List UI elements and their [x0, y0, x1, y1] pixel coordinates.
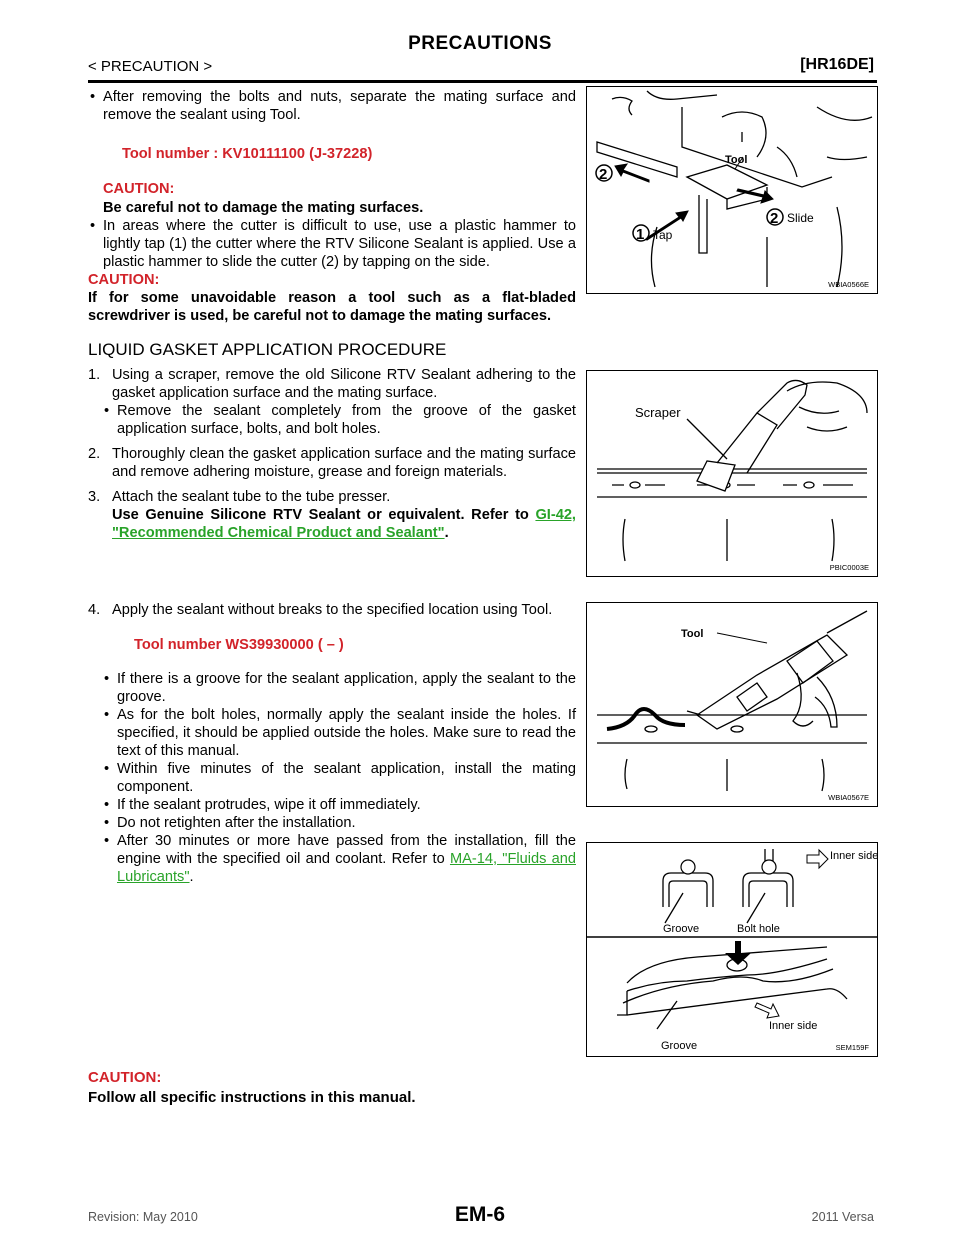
caution-label-1: CAUTION: — [103, 181, 175, 197]
sub-groove: • If there is a groove for the sealant application, apply the sealant to the groove. — [88, 670, 576, 706]
fig1-label-tap: Tap — [653, 228, 673, 242]
page-title: PRECAUTIONS — [408, 33, 552, 54]
caution-text-1: Be careful not to damage the mating surfaces. — [103, 200, 424, 216]
fig2-label-scraper: Scraper — [635, 405, 681, 420]
bullet-plastic-hammer: • In areas where the cutter is difficult to use, use a plastic hammer to lightly tap (1) the cutter where the RTV Silicone Sealant is applied. Use a plastic hammer to slide the cutter (2) by tapping on the side. — [88, 217, 576, 271]
link-ma-14[interactable]: MA-14, "Fluids and Lubricants" — [117, 851, 576, 885]
model-year: 2011 Versa — [811, 1210, 874, 1224]
sub-protrudes: • If the sealant protrudes, wipe it off immediately. — [88, 796, 576, 814]
scraper-illustration — [587, 371, 877, 576]
sub-no-retighten: • Do not retighten after the installation. — [88, 814, 576, 832]
figure-code-1: WBIA0566E — [828, 280, 869, 289]
fig1-label-tool: Tool — [725, 154, 748, 166]
figure-code-2: PBIC0003E — [829, 563, 869, 572]
link-gi-42[interactable]: GI-42, "Recommended Chemical Product and Sealant" — [112, 507, 576, 541]
caution-text-2: If for some unavoidable reason a tool such as a flat-bladed screwdriver is used, be careful not to damage the mating surfaces. — [88, 290, 576, 324]
step-3-reference: Use Genuine Silicone RTV Sealant or equivalent. Refer to GI-42, "Recommended Chemical Product and Sealant". — [112, 507, 576, 541]
engine-code: [HR16DE] — [800, 56, 874, 73]
fig1-number-1: 1 — [636, 226, 645, 243]
fig1-number-2b: 2 — [770, 210, 779, 227]
sub-30-minutes: • After 30 minutes or more have passed from the installation, fill the engine with the specified oil and coolant. Refer to MA-14, "Fluids and Lubricants". — [88, 832, 576, 886]
breadcrumb: < PRECAUTION > — [88, 58, 213, 75]
fig4-label-groove-bottom: Groove — [661, 1040, 698, 1052]
final-caution — [88, 1068, 576, 1108]
figure-tool-apply — [586, 602, 878, 807]
groove-bolt-hole-illustration — [587, 843, 877, 1056]
intro-block — [88, 88, 576, 325]
fig3-label-tool: Tool — [681, 628, 704, 640]
figure-code-4: SEM159F — [835, 1043, 869, 1052]
sub-bolt-holes: • As for the bolt holes, normally apply the sealant inside the holes. If specified, it should be applied outside the holes. Make sure to read the text of this manual. — [88, 706, 576, 760]
step-1: 1. Using a scraper, remove the old Silicone RTV Sealant adhering to the gasket application surface and the mating surface. — [88, 367, 576, 401]
step-3: 3. Attach the sealant tube to the tube presser. — [88, 489, 391, 505]
sub-five-minutes: • Within five minutes of the sealant application, install the mating component. — [88, 760, 576, 796]
tool-number-2: Tool number WS39930000 ( – ) — [134, 637, 344, 653]
steps-1-3 — [88, 366, 576, 542]
step-4-block — [88, 601, 576, 886]
fig1-number-2: 2 — [599, 166, 608, 183]
final-caution-label: CAUTION: — [88, 1069, 162, 1086]
figure-scraper — [586, 370, 878, 577]
step-1-sub: • Remove the sealant completely from the groove of the gasket application surface, bolts, and bolt holes. — [88, 402, 576, 438]
bullet-remove-bolts: • After removing the bolts and nuts, separate the mating surface and remove the sealant using Tool. — [88, 88, 576, 124]
tool-number-1: Tool number : KV10111100 (J-37228) — [122, 146, 373, 162]
step-4: 4. Apply the sealant without breaks to the specified location using Tool. — [88, 602, 553, 618]
fig4-label-inner-side: Inner side — [769, 1020, 818, 1032]
figure-code-3: WBIA0567E — [828, 793, 869, 802]
revision-date: Revision: May 2010 — [88, 1210, 198, 1224]
figure-groove-bolt-hole — [586, 842, 878, 1057]
final-caution-text: Follow all specific instructions in this manual. — [88, 1089, 416, 1106]
page-number: EM-6 — [454, 1203, 506, 1226]
fig4-label-groove-top: Groove — [663, 923, 700, 935]
section-heading: LIQUID GASKET APPLICATION PROCEDURE — [88, 340, 447, 359]
figure-tool-tap-slide — [586, 86, 878, 294]
fig4-label-inner-side-top: Inner side — [830, 850, 877, 862]
header-rule — [88, 80, 877, 83]
caution-label-2: CAUTION: — [88, 272, 160, 288]
step-2: 2. Thoroughly clean the gasket application surface and the mating surface and remove adhering moisture, grease and foreign materials. — [88, 446, 576, 480]
fig4-label-bolt-hole: Bolt hole — [737, 923, 780, 935]
tool-tap-slide-illustration — [587, 87, 877, 293]
tool-apply-illustration — [587, 603, 877, 806]
fig1-label-slide: Slide — [787, 211, 814, 225]
